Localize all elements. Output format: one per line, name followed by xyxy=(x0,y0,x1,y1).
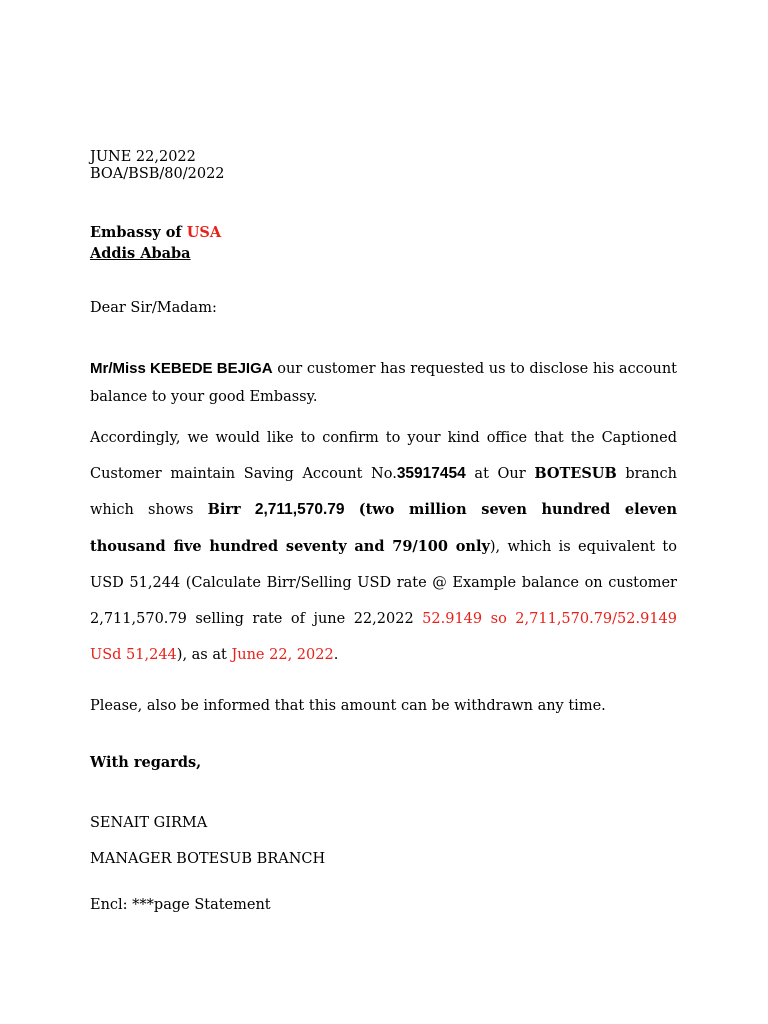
recipient-embassy xyxy=(90,224,677,241)
paragraph1-line1-rest: our customer has requested us to disclose his account xyxy=(277,361,678,377)
signatory-title: MANAGER BOTESUB BRANCH xyxy=(90,851,326,867)
paragraph2-line7 xyxy=(90,645,677,665)
amount-words-1: (two million seven hundred eleven xyxy=(358,501,678,518)
birr-label: Birr xyxy=(207,501,241,518)
balance-amount: 2,711,570.79 xyxy=(254,501,345,518)
closing-regards: With regards, xyxy=(90,754,202,771)
line2-b: at Our xyxy=(474,466,526,482)
paragraph1-line1 xyxy=(90,359,677,379)
line2-c: branch xyxy=(625,466,677,482)
as-at-date: June 22, 2022 xyxy=(231,647,334,663)
amount-words-2: thousand five hundred seventy and 79/100 only xyxy=(90,538,490,555)
paragraph2-line3 xyxy=(90,500,677,520)
paragraph-withdrawal: Please, also be informed that this amount can be withdrawn any time. xyxy=(90,698,606,714)
recipient-block xyxy=(90,224,677,262)
paragraph-balance xyxy=(90,428,677,665)
branch-name: BOTESUB xyxy=(534,465,617,482)
letter-header xyxy=(90,149,677,183)
salutation: Dear Sir/Madam: xyxy=(90,300,217,316)
line2-a: Customer maintain Saving Account No. xyxy=(90,466,397,482)
line6-a: 2,711,570.79 selling rate of june 22,2022 xyxy=(90,611,414,627)
paragraph2-line1: Accordingly, we would like to confirm to your kind office that the Captioned xyxy=(90,430,677,446)
signatory-block xyxy=(90,815,677,868)
usd-result: USd 51,244 xyxy=(90,647,177,663)
paragraph2-line4 xyxy=(90,537,677,557)
paragraph2-line6 xyxy=(90,609,677,629)
paragraph-disclosure xyxy=(90,359,677,407)
paragraph1-line2: balance to your good Embassy. xyxy=(90,389,318,405)
customer-name: Mr/Miss KEBEDE BEJIGA xyxy=(90,360,273,377)
paragraph2-line2 xyxy=(90,464,677,484)
account-number: 35917454 xyxy=(396,465,466,482)
enclosure-note: Encl: ***page Statement xyxy=(90,897,271,913)
line3-a: which shows xyxy=(90,502,194,518)
signatory-name: SENAIT GIRMA xyxy=(90,815,208,831)
embassy-country: USA xyxy=(186,224,222,241)
selling-rate: 52.9149 xyxy=(422,611,483,627)
line7-mid: ), as at xyxy=(176,647,227,663)
line4-rest: ), which is equivalent to xyxy=(489,539,677,555)
rate-calculation: so 2,711,570.79/52.9149 xyxy=(490,611,678,627)
reference-number: BOA/BSB/80/2022 xyxy=(90,166,225,182)
paragraph2-line5: USD 51,244 (Calculate Birr/Selling USD rate @ Example balance on customer xyxy=(90,575,677,591)
recipient-city: Addis Ababa xyxy=(90,245,191,262)
line7-end: . xyxy=(333,647,339,663)
embassy-prefix: Embassy of xyxy=(90,224,182,241)
recipient-city-line xyxy=(90,245,677,262)
letter-date: JUNE 22,2022 xyxy=(90,149,196,165)
